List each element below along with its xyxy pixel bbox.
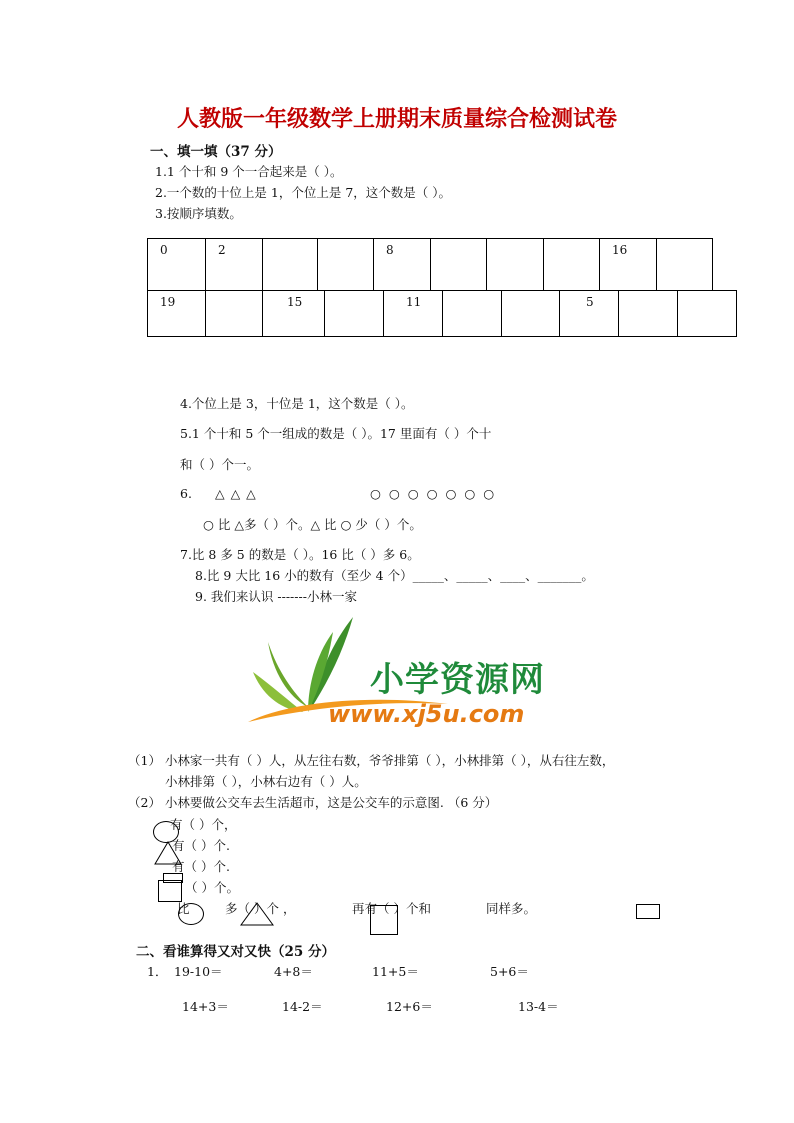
sequence-cell[interactable] [318, 239, 374, 291]
question-8: 8.比 9 大比 16 小的数有（至少 4 个）_____、_____、____、_______。 [195, 568, 594, 583]
sub-question-2: （2） 小林要做公交车去生活超市，这是公交车的示意图. （6 分） [128, 795, 498, 810]
compare-square-icon [370, 905, 398, 935]
compare-same-text: 同样多。 [486, 901, 537, 916]
question-4: 4.个位上是 3，十位是 1，这个数是（ ）。 [180, 396, 414, 411]
sequence-cell[interactable]: 0 [148, 239, 206, 291]
calc-item: 13-4＝ [518, 999, 559, 1014]
sequence-cell[interactable] [431, 239, 487, 291]
question-2: 2.一个数的十位上是 1，个位上是 7，这个数是（ ）。 [155, 185, 452, 200]
question-9: 9. 我们来认识 -------小林一家 [195, 589, 357, 604]
logo-title: 小学资源网 [370, 660, 545, 700]
sequence-cell[interactable] [206, 291, 263, 337]
page-title: 人教版一年级数学上册期末质量综合检测试卷 [176, 106, 617, 132]
calc-item: 14+3＝ [182, 999, 229, 1014]
compare-bi: 比 [177, 901, 190, 916]
sub-question-1-cont: 小林排第（ ），小林右边有（ ）人。 [165, 774, 367, 789]
sequence-cell[interactable] [443, 291, 502, 337]
sub-question-1: （1） 小林家一共有（ ）人，从左往右数，爷爷排第（ ），小林排第（ ），从右往左数， [128, 753, 615, 768]
calc-item: 14-2＝ [282, 999, 323, 1014]
sequence-cell[interactable]: 19 [148, 291, 206, 337]
rectangle-count-text: 有（ ）个. [172, 859, 230, 874]
calc-item: 5+6＝ [490, 964, 529, 979]
circle-count-text: 有（ ）个， [170, 817, 237, 832]
question-5-cont: 和（ ）个一。 [180, 457, 259, 472]
sequence-cell[interactable]: 8 [374, 239, 431, 291]
sequence-cell[interactable] [544, 239, 600, 291]
compare-triangle-icon [240, 902, 274, 926]
sequence-cell[interactable] [263, 239, 318, 291]
sequence-cell[interactable] [325, 291, 384, 337]
sequence-table-row2 [147, 290, 737, 337]
triangles-row: △ △ △ [215, 486, 257, 501]
compare-rectangle-icon [636, 904, 660, 919]
sequence-cell[interactable]: 11 [384, 291, 443, 337]
question-3: 3.按顺序填数。 [155, 206, 242, 221]
sequence-table-row1 [147, 238, 713, 291]
sequence-cell[interactable] [487, 239, 544, 291]
sequence-cell[interactable]: 15 [263, 291, 325, 337]
sequence-cell[interactable] [619, 291, 678, 337]
sequence-cell[interactable] [657, 239, 713, 291]
logo-url: www.xj5u.com [328, 700, 525, 728]
sequence-cell[interactable] [678, 291, 737, 337]
calc-item: 19-10＝ [174, 964, 223, 979]
compare-circle-icon [178, 903, 204, 925]
section2-number: 1． [147, 964, 168, 979]
triangle-count-text: 有（ ）个. [172, 838, 230, 853]
calc-item: 11+5＝ [372, 964, 419, 979]
section2-heading: 二、看谁算得又对又快（25 分） [136, 944, 335, 960]
compare-more-text: 多（ ）个 ， [225, 901, 296, 916]
sequence-cell[interactable]: 5 [560, 291, 619, 337]
site-logo [248, 612, 578, 734]
section1-heading: 一、填一填（37 分） [150, 144, 282, 160]
question-6-number: 6. [180, 486, 192, 501]
circles-row: ○ ○ ○ ○ ○ ○ ○ [370, 486, 497, 501]
calc-item: 12+6＝ [386, 999, 433, 1014]
calc-item: 4+8＝ [274, 964, 313, 979]
question-6-text: ○ 比 △多（ ）个。△ 比 ○ 少（ ）个。 [203, 517, 422, 532]
sequence-cell[interactable]: 2 [206, 239, 263, 291]
sequence-cell[interactable] [502, 291, 560, 337]
question-5: 5.1 个十和 5 个一组成的数是（ ）。17 里面有（ ）个十 [180, 426, 492, 441]
question-7: 7.比 8 多 5 的数是（ ）。16 比（ ）多 6。 [180, 547, 420, 562]
question-1: 1.1 个十和 9 个一合起来是（ ）。 [155, 164, 343, 179]
square-count-text: （ ）个。 [185, 880, 239, 895]
sequence-cell[interactable]: 16 [600, 239, 657, 291]
compare-again-text: 再有（ ）个和 [352, 901, 431, 916]
